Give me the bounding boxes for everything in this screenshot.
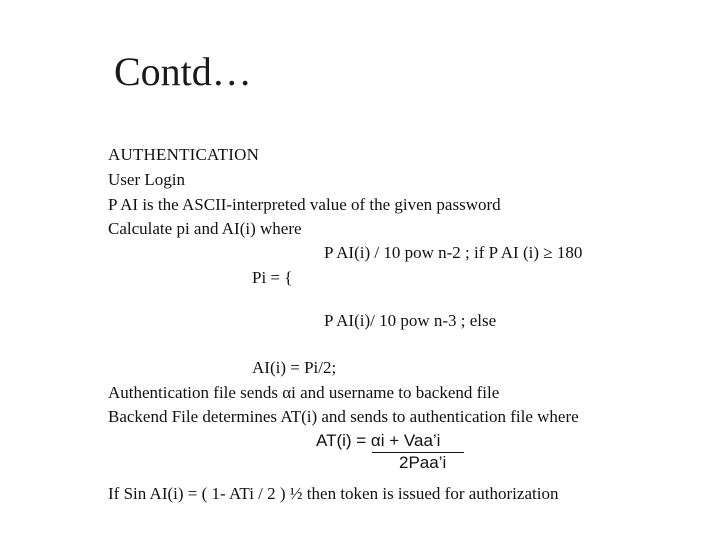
section-heading: AUTHENTICATION	[108, 145, 260, 164]
formula-case-2: P AI(i)/ 10 pow n-3 ; else	[324, 311, 497, 330]
formula-at-numerator: AT(i) = αi + Vaa’i	[316, 431, 441, 450]
text-auth-sends: Authentication file sends αi and username to backend file	[108, 383, 500, 402]
formula-case-1: P AI(i) / 10 pow n-2 ; if P AI (i) ≥ 180	[324, 243, 583, 262]
formula-at-denominator: 2Paa’i	[399, 453, 447, 472]
text-final-condition: If Sin AI(i) = ( 1- ATi / 2 ) ½ then token is issued for authorization	[108, 484, 559, 503]
text-backend: Backend File determines AT(i) and sends to authentication file where	[108, 407, 579, 426]
slide-title: Contd…	[114, 49, 252, 94]
text-pai-definition: P AI is the ASCII-interpreted value of the given password	[108, 195, 501, 214]
text-calculate: Calculate pi and AI(i) where	[108, 219, 302, 238]
text-user-login: User Login	[108, 170, 185, 189]
formula-ai: AI(i) = Pi/2;	[252, 358, 337, 377]
formula-pi-equals: Pi = {	[252, 268, 293, 287]
